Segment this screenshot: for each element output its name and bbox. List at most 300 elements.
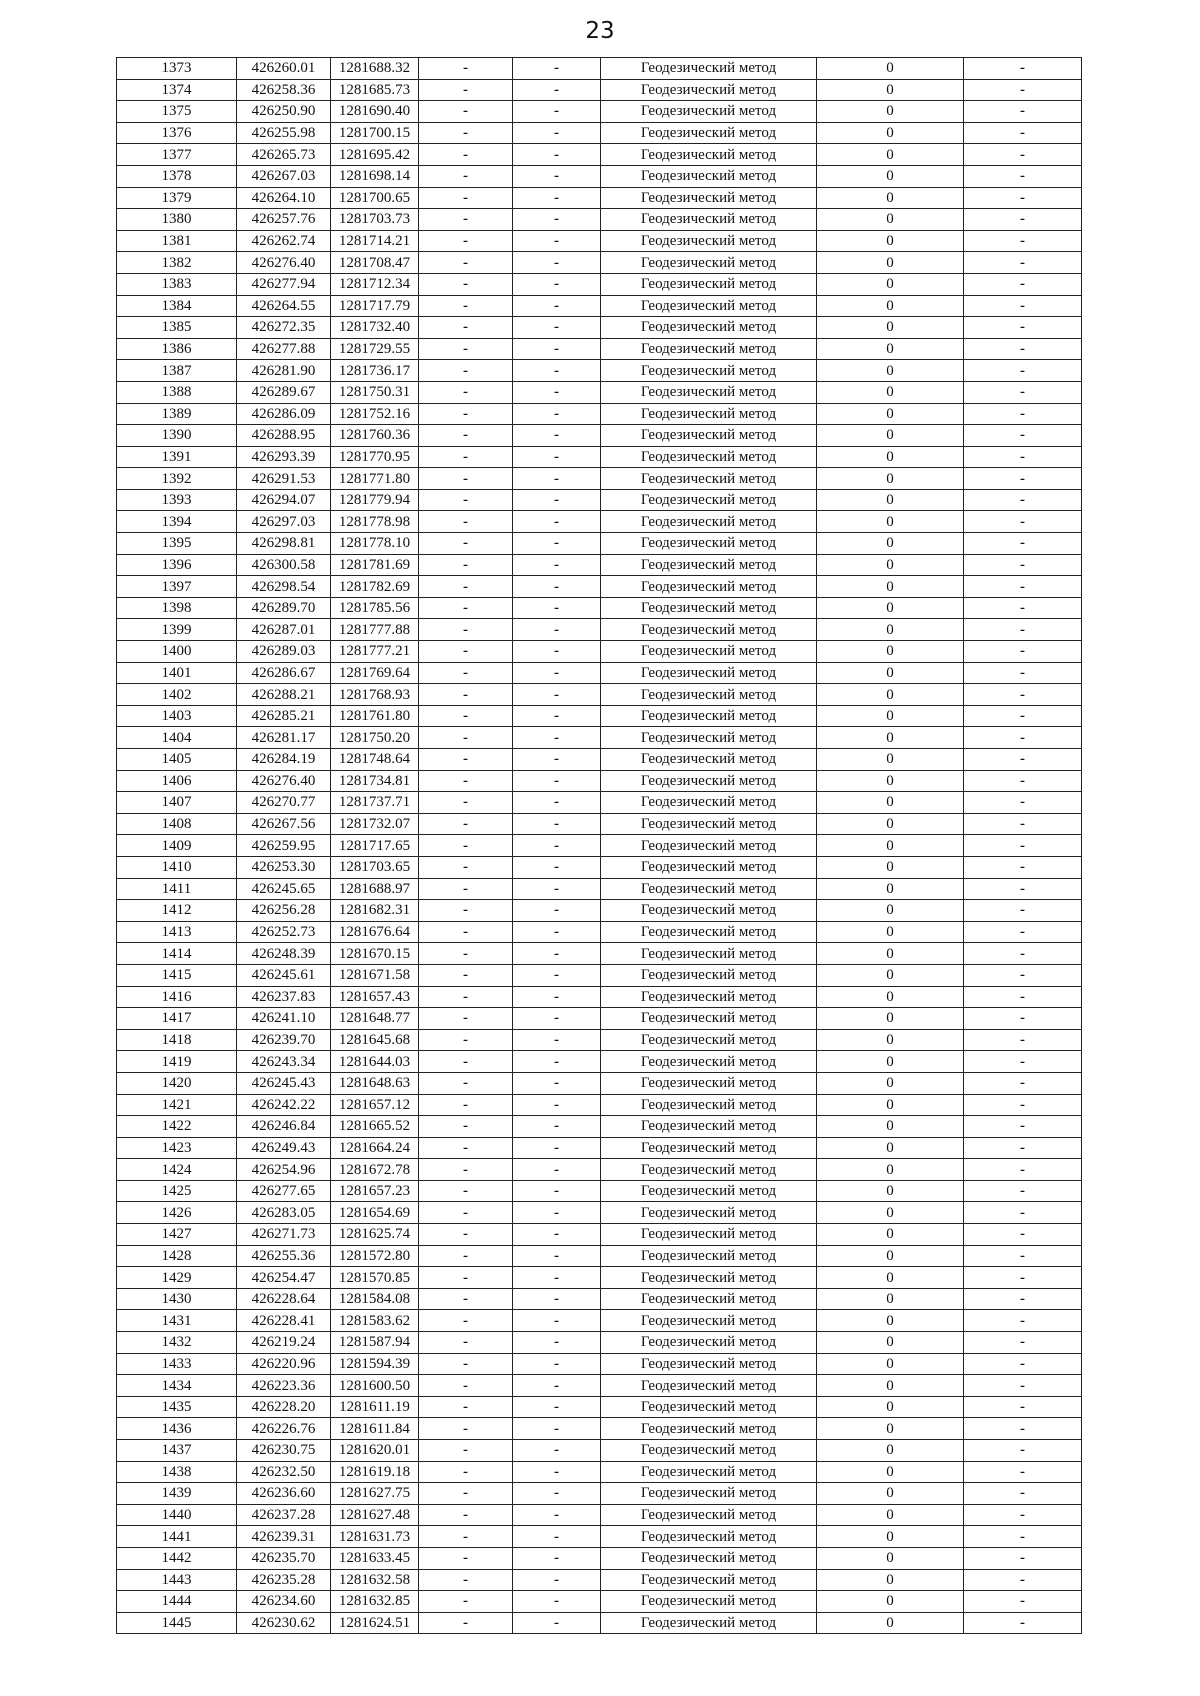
y-coordinate-cell: 1281611.19 bbox=[331, 1396, 419, 1418]
dash-cell: - bbox=[964, 533, 1082, 555]
dash-cell: - bbox=[513, 1526, 601, 1548]
dash-cell: - bbox=[419, 403, 513, 425]
point-number-cell: 1418 bbox=[117, 1029, 237, 1051]
dash-cell: - bbox=[513, 900, 601, 922]
method-cell: Геодезический метод bbox=[601, 511, 817, 533]
dash-cell: - bbox=[419, 856, 513, 878]
method-cell: Геодезический метод bbox=[601, 1418, 817, 1440]
x-coordinate-cell: 426255.98 bbox=[237, 122, 331, 144]
y-coordinate-cell: 1281714.21 bbox=[331, 230, 419, 252]
x-coordinate-cell: 426259.95 bbox=[237, 835, 331, 857]
x-coordinate-cell: 426230.62 bbox=[237, 1612, 331, 1634]
table-row bbox=[117, 1224, 1082, 1246]
point-number-cell: 1433 bbox=[117, 1353, 237, 1375]
dash-cell: - bbox=[419, 1569, 513, 1591]
table-row bbox=[117, 835, 1082, 857]
x-coordinate-cell: 426277.88 bbox=[237, 338, 331, 360]
point-number-cell: 1378 bbox=[117, 165, 237, 187]
method-cell: Геодезический метод bbox=[601, 554, 817, 576]
y-coordinate-cell: 1281732.07 bbox=[331, 813, 419, 835]
y-coordinate-cell: 1281778.98 bbox=[331, 511, 419, 533]
table-row bbox=[117, 1137, 1082, 1159]
dash-cell: - bbox=[964, 576, 1082, 598]
dash-cell: - bbox=[419, 381, 513, 403]
point-number-cell: 1399 bbox=[117, 619, 237, 641]
dash-cell: - bbox=[513, 425, 601, 447]
method-cell: Геодезический метод bbox=[601, 770, 817, 792]
point-number-cell: 1435 bbox=[117, 1396, 237, 1418]
dash-cell: - bbox=[419, 1504, 513, 1526]
dash-cell: - bbox=[513, 209, 601, 231]
accuracy-cell: 0 bbox=[817, 727, 964, 749]
point-number-cell: 1444 bbox=[117, 1591, 237, 1613]
accuracy-cell: 0 bbox=[817, 554, 964, 576]
dash-cell: - bbox=[964, 1353, 1082, 1375]
x-coordinate-cell: 426264.55 bbox=[237, 295, 331, 317]
method-cell: Геодезический метод bbox=[601, 1461, 817, 1483]
x-coordinate-cell: 426267.56 bbox=[237, 813, 331, 835]
accuracy-cell: 0 bbox=[817, 1224, 964, 1246]
accuracy-cell: 0 bbox=[817, 705, 964, 727]
x-coordinate-cell: 426276.40 bbox=[237, 770, 331, 792]
method-cell: Геодезический метод bbox=[601, 878, 817, 900]
y-coordinate-cell: 1281700.15 bbox=[331, 122, 419, 144]
point-number-cell: 1413 bbox=[117, 921, 237, 943]
point-number-cell: 1426 bbox=[117, 1202, 237, 1224]
dash-cell: - bbox=[419, 1418, 513, 1440]
dash-cell: - bbox=[513, 338, 601, 360]
x-coordinate-cell: 426288.95 bbox=[237, 425, 331, 447]
table-row bbox=[117, 921, 1082, 943]
point-number-cell: 1432 bbox=[117, 1332, 237, 1354]
method-cell: Геодезический метод bbox=[601, 1051, 817, 1073]
method-cell: Геодезический метод bbox=[601, 597, 817, 619]
dash-cell: - bbox=[419, 79, 513, 101]
y-coordinate-cell: 1281695.42 bbox=[331, 144, 419, 166]
method-cell: Геодезический метод bbox=[601, 1569, 817, 1591]
accuracy-cell: 0 bbox=[817, 1526, 964, 1548]
method-cell: Геодезический метод bbox=[601, 1029, 817, 1051]
dash-cell: - bbox=[419, 468, 513, 490]
dash-cell: - bbox=[964, 641, 1082, 663]
y-coordinate-cell: 1281770.95 bbox=[331, 446, 419, 468]
point-number-cell: 1385 bbox=[117, 317, 237, 339]
y-coordinate-cell: 1281632.85 bbox=[331, 1591, 419, 1613]
dash-cell: - bbox=[964, 230, 1082, 252]
x-coordinate-cell: 426245.43 bbox=[237, 1072, 331, 1094]
dash-cell: - bbox=[419, 1072, 513, 1094]
point-number-cell: 1373 bbox=[117, 58, 237, 80]
dash-cell: - bbox=[419, 187, 513, 209]
method-cell: Геодезический метод bbox=[601, 165, 817, 187]
accuracy-cell: 0 bbox=[817, 835, 964, 857]
y-coordinate-cell: 1281587.94 bbox=[331, 1332, 419, 1354]
table-row bbox=[117, 1483, 1082, 1505]
table-row bbox=[117, 360, 1082, 382]
y-coordinate-cell: 1281712.34 bbox=[331, 273, 419, 295]
table-row bbox=[117, 338, 1082, 360]
accuracy-cell: 0 bbox=[817, 1353, 964, 1375]
y-coordinate-cell: 1281657.12 bbox=[331, 1094, 419, 1116]
method-cell: Геодезический метод bbox=[601, 317, 817, 339]
x-coordinate-cell: 426267.03 bbox=[237, 165, 331, 187]
x-coordinate-cell: 426235.28 bbox=[237, 1569, 331, 1591]
dash-cell: - bbox=[964, 619, 1082, 641]
dash-cell: - bbox=[964, 1202, 1082, 1224]
dash-cell: - bbox=[513, 856, 601, 878]
x-coordinate-cell: 426223.36 bbox=[237, 1375, 331, 1397]
dash-cell: - bbox=[513, 641, 601, 663]
table-row bbox=[117, 1612, 1082, 1634]
x-coordinate-cell: 426234.60 bbox=[237, 1591, 331, 1613]
dash-cell: - bbox=[964, 1461, 1082, 1483]
dash-cell: - bbox=[513, 187, 601, 209]
method-cell: Геодезический метод bbox=[601, 705, 817, 727]
point-number-cell: 1417 bbox=[117, 1008, 237, 1030]
method-cell: Геодезический метод bbox=[601, 1137, 817, 1159]
dash-cell: - bbox=[513, 1008, 601, 1030]
dash-cell: - bbox=[964, 1137, 1082, 1159]
point-number-cell: 1401 bbox=[117, 662, 237, 684]
y-coordinate-cell: 1281648.77 bbox=[331, 1008, 419, 1030]
method-cell: Геодезический метод bbox=[601, 813, 817, 835]
dash-cell: - bbox=[419, 1288, 513, 1310]
dash-cell: - bbox=[964, 165, 1082, 187]
x-coordinate-cell: 426219.24 bbox=[237, 1332, 331, 1354]
table-row bbox=[117, 489, 1082, 511]
y-coordinate-cell: 1281682.31 bbox=[331, 900, 419, 922]
x-coordinate-cell: 426294.07 bbox=[237, 489, 331, 511]
accuracy-cell: 0 bbox=[817, 273, 964, 295]
table-row bbox=[117, 1440, 1082, 1462]
y-coordinate-cell: 1281729.55 bbox=[331, 338, 419, 360]
y-coordinate-cell: 1281736.17 bbox=[331, 360, 419, 382]
dash-cell: - bbox=[964, 1440, 1082, 1462]
y-coordinate-cell: 1281703.65 bbox=[331, 856, 419, 878]
y-coordinate-cell: 1281676.64 bbox=[331, 921, 419, 943]
accuracy-cell: 0 bbox=[817, 986, 964, 1008]
dash-cell: - bbox=[513, 360, 601, 382]
x-coordinate-cell: 426245.61 bbox=[237, 964, 331, 986]
dash-cell: - bbox=[419, 792, 513, 814]
method-cell: Геодезический метод bbox=[601, 446, 817, 468]
x-coordinate-cell: 426237.83 bbox=[237, 986, 331, 1008]
point-number-cell: 1436 bbox=[117, 1418, 237, 1440]
dash-cell: - bbox=[419, 1029, 513, 1051]
dash-cell: - bbox=[964, 835, 1082, 857]
accuracy-cell: 0 bbox=[817, 317, 964, 339]
x-coordinate-cell: 426286.09 bbox=[237, 403, 331, 425]
table-row bbox=[117, 144, 1082, 166]
point-number-cell: 1393 bbox=[117, 489, 237, 511]
x-coordinate-cell: 426228.64 bbox=[237, 1288, 331, 1310]
x-coordinate-cell: 426293.39 bbox=[237, 446, 331, 468]
accuracy-cell: 0 bbox=[817, 1116, 964, 1138]
dash-cell: - bbox=[964, 1483, 1082, 1505]
table-row bbox=[117, 187, 1082, 209]
method-cell: Геодезический метод bbox=[601, 187, 817, 209]
dash-cell: - bbox=[419, 1591, 513, 1613]
dash-cell: - bbox=[419, 921, 513, 943]
table-row bbox=[117, 1288, 1082, 1310]
dash-cell: - bbox=[513, 1051, 601, 1073]
accuracy-cell: 0 bbox=[817, 338, 964, 360]
table-row bbox=[117, 58, 1082, 80]
dash-cell: - bbox=[964, 986, 1082, 1008]
accuracy-cell: 0 bbox=[817, 684, 964, 706]
table-row bbox=[117, 79, 1082, 101]
dash-cell: - bbox=[513, 1029, 601, 1051]
method-cell: Геодезический метод bbox=[601, 209, 817, 231]
point-number-cell: 1406 bbox=[117, 770, 237, 792]
dash-cell: - bbox=[419, 749, 513, 771]
point-number-cell: 1439 bbox=[117, 1483, 237, 1505]
point-number-cell: 1396 bbox=[117, 554, 237, 576]
table-row bbox=[117, 964, 1082, 986]
method-cell: Геодезический метод bbox=[601, 1159, 817, 1181]
dash-cell: - bbox=[513, 381, 601, 403]
dash-cell: - bbox=[964, 749, 1082, 771]
accuracy-cell: 0 bbox=[817, 1332, 964, 1354]
table-row bbox=[117, 1116, 1082, 1138]
dash-cell: - bbox=[419, 1483, 513, 1505]
point-number-cell: 1379 bbox=[117, 187, 237, 209]
y-coordinate-cell: 1281685.73 bbox=[331, 79, 419, 101]
dash-cell: - bbox=[419, 230, 513, 252]
table-row bbox=[117, 1094, 1082, 1116]
accuracy-cell: 0 bbox=[817, 1612, 964, 1634]
y-coordinate-cell: 1281785.56 bbox=[331, 597, 419, 619]
point-number-cell: 1397 bbox=[117, 576, 237, 598]
x-coordinate-cell: 426281.17 bbox=[237, 727, 331, 749]
y-coordinate-cell: 1281665.52 bbox=[331, 1116, 419, 1138]
dash-cell: - bbox=[419, 1180, 513, 1202]
x-coordinate-cell: 426242.22 bbox=[237, 1094, 331, 1116]
dash-cell: - bbox=[513, 878, 601, 900]
accuracy-cell: 0 bbox=[817, 576, 964, 598]
accuracy-cell: 0 bbox=[817, 1008, 964, 1030]
y-coordinate-cell: 1281619.18 bbox=[331, 1461, 419, 1483]
table-row bbox=[117, 209, 1082, 231]
method-cell: Геодезический метод bbox=[601, 749, 817, 771]
x-coordinate-cell: 426262.74 bbox=[237, 230, 331, 252]
y-coordinate-cell: 1281782.69 bbox=[331, 576, 419, 598]
point-number-cell: 1380 bbox=[117, 209, 237, 231]
x-coordinate-cell: 426220.96 bbox=[237, 1353, 331, 1375]
dash-cell: - bbox=[419, 554, 513, 576]
table-row bbox=[117, 878, 1082, 900]
y-coordinate-cell: 1281644.03 bbox=[331, 1051, 419, 1073]
dash-cell: - bbox=[964, 900, 1082, 922]
dash-cell: - bbox=[964, 705, 1082, 727]
table-row bbox=[117, 641, 1082, 663]
dash-cell: - bbox=[419, 576, 513, 598]
table-row bbox=[117, 1569, 1082, 1591]
dash-cell: - bbox=[513, 1612, 601, 1634]
point-number-cell: 1377 bbox=[117, 144, 237, 166]
dash-cell: - bbox=[513, 1332, 601, 1354]
dash-cell: - bbox=[419, 1051, 513, 1073]
point-number-cell: 1398 bbox=[117, 597, 237, 619]
dash-cell: - bbox=[419, 1396, 513, 1418]
accuracy-cell: 0 bbox=[817, 403, 964, 425]
y-coordinate-cell: 1281654.69 bbox=[331, 1202, 419, 1224]
dash-cell: - bbox=[419, 684, 513, 706]
y-coordinate-cell: 1281627.48 bbox=[331, 1504, 419, 1526]
dash-cell: - bbox=[513, 295, 601, 317]
table-row bbox=[117, 295, 1082, 317]
x-coordinate-cell: 426252.73 bbox=[237, 921, 331, 943]
dash-cell: - bbox=[513, 1310, 601, 1332]
dash-cell: - bbox=[419, 1116, 513, 1138]
table-row bbox=[117, 446, 1082, 468]
dash-cell: - bbox=[964, 1591, 1082, 1613]
method-cell: Геодезический метод bbox=[601, 252, 817, 274]
dash-cell: - bbox=[419, 1440, 513, 1462]
x-coordinate-cell: 426228.20 bbox=[237, 1396, 331, 1418]
y-coordinate-cell: 1281769.64 bbox=[331, 662, 419, 684]
point-number-cell: 1441 bbox=[117, 1526, 237, 1548]
point-number-cell: 1402 bbox=[117, 684, 237, 706]
method-cell: Геодезический метод bbox=[601, 1353, 817, 1375]
x-coordinate-cell: 426298.54 bbox=[237, 576, 331, 598]
method-cell: Геодезический метод bbox=[601, 338, 817, 360]
point-number-cell: 1408 bbox=[117, 813, 237, 835]
dash-cell: - bbox=[419, 338, 513, 360]
point-number-cell: 1440 bbox=[117, 1504, 237, 1526]
method-cell: Геодезический метод bbox=[601, 1504, 817, 1526]
point-number-cell: 1405 bbox=[117, 749, 237, 771]
method-cell: Геодезический метод bbox=[601, 1245, 817, 1267]
table-row bbox=[117, 1396, 1082, 1418]
point-number-cell: 1376 bbox=[117, 122, 237, 144]
accuracy-cell: 0 bbox=[817, 360, 964, 382]
dash-cell: - bbox=[419, 662, 513, 684]
accuracy-cell: 0 bbox=[817, 1396, 964, 1418]
table-row bbox=[117, 1202, 1082, 1224]
x-coordinate-cell: 426254.47 bbox=[237, 1267, 331, 1289]
dash-cell: - bbox=[513, 921, 601, 943]
dash-cell: - bbox=[513, 1224, 601, 1246]
method-cell: Геодезический метод bbox=[601, 1180, 817, 1202]
dash-cell: - bbox=[513, 684, 601, 706]
accuracy-cell: 0 bbox=[817, 58, 964, 80]
table-row bbox=[117, 943, 1082, 965]
point-number-cell: 1423 bbox=[117, 1137, 237, 1159]
dash-cell: - bbox=[964, 1288, 1082, 1310]
y-coordinate-cell: 1281768.93 bbox=[331, 684, 419, 706]
accuracy-cell: 0 bbox=[817, 230, 964, 252]
dash-cell: - bbox=[513, 749, 601, 771]
dash-cell: - bbox=[964, 1029, 1082, 1051]
table-row bbox=[117, 1008, 1082, 1030]
dash-cell: - bbox=[419, 900, 513, 922]
method-cell: Геодезический метод bbox=[601, 943, 817, 965]
accuracy-cell: 0 bbox=[817, 749, 964, 771]
point-number-cell: 1382 bbox=[117, 252, 237, 274]
accuracy-cell: 0 bbox=[817, 446, 964, 468]
dash-cell: - bbox=[513, 1288, 601, 1310]
dash-cell: - bbox=[964, 101, 1082, 123]
y-coordinate-cell: 1281690.40 bbox=[331, 101, 419, 123]
x-coordinate-cell: 426254.96 bbox=[237, 1159, 331, 1181]
method-cell: Геодезический метод bbox=[601, 425, 817, 447]
table-row bbox=[117, 403, 1082, 425]
x-coordinate-cell: 426250.90 bbox=[237, 101, 331, 123]
x-coordinate-cell: 426232.50 bbox=[237, 1461, 331, 1483]
table-row bbox=[117, 554, 1082, 576]
table-row bbox=[117, 511, 1082, 533]
table-row bbox=[117, 986, 1082, 1008]
point-number-cell: 1438 bbox=[117, 1461, 237, 1483]
dash-cell: - bbox=[419, 1612, 513, 1634]
table-row bbox=[117, 101, 1082, 123]
dash-cell: - bbox=[964, 856, 1082, 878]
x-coordinate-cell: 426289.70 bbox=[237, 597, 331, 619]
y-coordinate-cell: 1281670.15 bbox=[331, 943, 419, 965]
accuracy-cell: 0 bbox=[817, 252, 964, 274]
y-coordinate-cell: 1281703.73 bbox=[331, 209, 419, 231]
dash-cell: - bbox=[964, 1547, 1082, 1569]
dash-cell: - bbox=[513, 1461, 601, 1483]
accuracy-cell: 0 bbox=[817, 1547, 964, 1569]
x-coordinate-cell: 426245.65 bbox=[237, 878, 331, 900]
dash-cell: - bbox=[419, 58, 513, 80]
x-coordinate-cell: 426270.77 bbox=[237, 792, 331, 814]
point-number-cell: 1410 bbox=[117, 856, 237, 878]
dash-cell: - bbox=[964, 662, 1082, 684]
table-row bbox=[117, 1245, 1082, 1267]
dash-cell: - bbox=[513, 252, 601, 274]
x-coordinate-cell: 426265.73 bbox=[237, 144, 331, 166]
accuracy-cell: 0 bbox=[817, 943, 964, 965]
dash-cell: - bbox=[419, 489, 513, 511]
x-coordinate-cell: 426237.28 bbox=[237, 1504, 331, 1526]
dash-cell: - bbox=[964, 1051, 1082, 1073]
method-cell: Геодезический метод bbox=[601, 1094, 817, 1116]
dash-cell: - bbox=[964, 554, 1082, 576]
table-row bbox=[117, 1526, 1082, 1548]
dash-cell: - bbox=[964, 338, 1082, 360]
dash-cell: - bbox=[964, 425, 1082, 447]
point-number-cell: 1403 bbox=[117, 705, 237, 727]
dash-cell: - bbox=[513, 1180, 601, 1202]
dash-cell: - bbox=[513, 101, 601, 123]
dash-cell: - bbox=[513, 986, 601, 1008]
point-number-cell: 1437 bbox=[117, 1440, 237, 1462]
point-number-cell: 1407 bbox=[117, 792, 237, 814]
dash-cell: - bbox=[513, 1245, 601, 1267]
dash-cell: - bbox=[419, 1267, 513, 1289]
x-coordinate-cell: 426236.60 bbox=[237, 1483, 331, 1505]
y-coordinate-cell: 1281583.62 bbox=[331, 1310, 419, 1332]
table-row bbox=[117, 1029, 1082, 1051]
table-row bbox=[117, 749, 1082, 771]
dash-cell: - bbox=[964, 1094, 1082, 1116]
y-coordinate-cell: 1281611.84 bbox=[331, 1418, 419, 1440]
method-cell: Геодезический метод bbox=[601, 533, 817, 555]
point-number-cell: 1428 bbox=[117, 1245, 237, 1267]
accuracy-cell: 0 bbox=[817, 662, 964, 684]
dash-cell: - bbox=[513, 317, 601, 339]
x-coordinate-cell: 426288.21 bbox=[237, 684, 331, 706]
y-coordinate-cell: 1281631.73 bbox=[331, 1526, 419, 1548]
accuracy-cell: 0 bbox=[817, 1591, 964, 1613]
accuracy-cell: 0 bbox=[817, 1310, 964, 1332]
point-number-cell: 1414 bbox=[117, 943, 237, 965]
method-cell: Геодезический метод bbox=[601, 986, 817, 1008]
method-cell: Геодезический метод bbox=[601, 662, 817, 684]
